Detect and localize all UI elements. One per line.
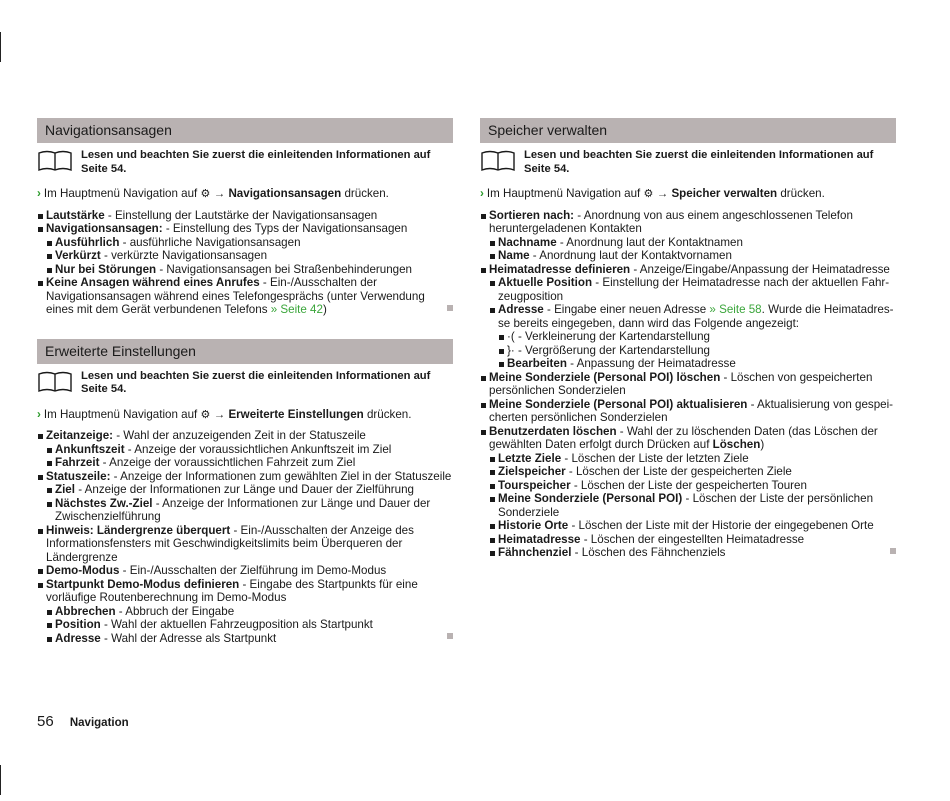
option-description-end: . Wurde die Heimatadresse bereits eingegeben, dann wird das Folgende angezeigt: xyxy=(498,303,894,330)
option-term: Heimatadresse xyxy=(498,532,581,546)
list-item xyxy=(37,209,453,223)
bullet xyxy=(499,335,504,340)
option-term: Meine Sonderziele (Personal POI) aktualisieren xyxy=(489,397,748,411)
option-description: - Ein-/Ausschalten der Zielführung im Demo-Modus xyxy=(119,564,387,577)
step-text-end: drücken. xyxy=(344,187,389,200)
option-term: Meine Sonderziele (Personal POI) löschen xyxy=(489,370,721,384)
option-description: - Eingabe des Startpunkts für eine vorläufige Routenberechnung im Demo-Modus xyxy=(46,577,418,604)
list-item xyxy=(480,236,896,250)
bullet xyxy=(490,497,495,502)
option-description: - Löschen der Liste mit der Historie der eingegebenen Orte xyxy=(568,519,874,532)
section-title: Navigationsansagen xyxy=(37,118,453,143)
bullet xyxy=(490,241,495,246)
list-item xyxy=(480,452,896,466)
list-item xyxy=(37,578,453,605)
bullet xyxy=(490,551,495,556)
list-item xyxy=(480,357,896,371)
step-arrow-icon: › xyxy=(37,407,41,421)
option-term: Letzte Ziele xyxy=(498,451,562,465)
option-description: - Anzeige der voraussichtlichen Fahrzeit zum Ziel xyxy=(99,456,356,469)
list-item xyxy=(37,263,453,277)
bullet xyxy=(47,254,52,259)
step-arrow-icon: › xyxy=(480,187,484,200)
section-spacer xyxy=(37,317,453,339)
list-item xyxy=(37,618,453,632)
option-term: Ausführlich xyxy=(55,235,120,249)
option-description: - Anzeige der Informationen zum gewählten Ziel in der Statuszeile xyxy=(110,469,452,483)
bullet xyxy=(481,268,486,273)
list-item xyxy=(480,533,896,547)
list-item xyxy=(480,425,896,452)
option-term: Demo-Modus xyxy=(46,564,120,577)
option-term: Nachname xyxy=(498,235,557,249)
section xyxy=(480,118,896,560)
bullet xyxy=(481,430,486,435)
list-item xyxy=(37,249,453,263)
bullet xyxy=(38,569,43,574)
gear-icon: ⚙ xyxy=(200,408,211,421)
book-icon xyxy=(37,150,73,177)
bullet xyxy=(490,524,495,529)
bullet xyxy=(38,214,43,219)
bullet xyxy=(47,623,52,628)
bullet xyxy=(38,434,43,439)
instruction-step xyxy=(37,187,453,202)
book-icon xyxy=(37,371,73,398)
list-item xyxy=(37,443,453,457)
page-number: 56 xyxy=(37,713,54,730)
bullet xyxy=(38,529,43,534)
option-term: Meine Sonderziele (Personal POI) xyxy=(498,492,683,505)
bullet xyxy=(47,461,52,466)
section-title: Speicher verwalten xyxy=(480,118,896,143)
bullet xyxy=(499,349,504,354)
bullet xyxy=(490,281,495,286)
page-link[interactable]: » Seite 58 xyxy=(709,303,762,316)
option-description: - Aktualisierung von gespeicherten persönlichen Sonderzielen xyxy=(489,397,894,424)
step-arrow: → xyxy=(656,187,669,200)
list-item xyxy=(480,276,896,303)
option-term: Abbrechen xyxy=(55,604,116,618)
option-term: Adresse xyxy=(55,631,101,645)
option-list xyxy=(480,209,896,560)
option-description: - Löschen der Liste der persönlichen Sonderziele xyxy=(498,492,874,519)
list-item xyxy=(37,483,453,497)
bullet xyxy=(499,362,504,367)
bullet xyxy=(490,457,495,462)
option-list xyxy=(37,209,453,317)
bullet xyxy=(47,502,52,507)
option-description: - Löschen des Fähnchenziels xyxy=(571,546,726,559)
option-description: ·( - Verkleinerung der Kartendarstellung xyxy=(507,330,710,343)
option-description-end: ) xyxy=(322,303,327,316)
option-term: Historie Orte xyxy=(498,519,569,532)
menu-item-name: Navigationsansagen xyxy=(228,187,342,200)
button-name: Löschen xyxy=(712,438,761,451)
menu-item-name: Erweiterte Einstellungen xyxy=(228,407,364,421)
list-item xyxy=(480,546,896,560)
notice-box xyxy=(37,149,453,179)
option-term: Name xyxy=(498,249,530,262)
bullet xyxy=(490,538,495,543)
instruction-step xyxy=(37,408,453,423)
list-item xyxy=(480,303,896,330)
step-text-end: drücken. xyxy=(366,407,412,421)
bullet xyxy=(47,268,52,273)
list-item xyxy=(480,519,896,533)
step-text: Im Hauptmenü Navigation auf xyxy=(486,187,641,200)
option-description: - Anzeige der Informationen zur Länge und Dauer der Zwischenzielführung xyxy=(55,496,431,523)
option-description: }· - Vergrößerung der Kartendarstellung xyxy=(507,343,711,357)
option-description: - Löschen der Liste der letzten Ziele xyxy=(561,451,749,465)
option-description: - Wahl der zu löschenden Daten (das Löschen der gewählten Daten erfolgt durch Drücken auf xyxy=(489,424,878,451)
option-description: - Einstellung der Lautstärke der Navigationsansagen xyxy=(104,208,378,222)
section-end-mark xyxy=(447,633,453,639)
option-term: Lautstärke xyxy=(46,208,105,222)
option-term: Bearbeiten xyxy=(507,357,567,370)
page-link[interactable]: » Seite 42 xyxy=(270,303,323,316)
option-description: - Anzeige der voraussichtlichen Ankunftszeit im Ziel xyxy=(124,442,392,456)
option-description: - Navigationsansagen bei Straßenbehinderungen xyxy=(156,262,413,276)
option-description: - Löschen der Liste der gespeicherten Ziele xyxy=(565,465,792,478)
list-item xyxy=(480,371,896,398)
option-term: Zeitanzeige: xyxy=(46,429,113,442)
list-item xyxy=(37,429,453,443)
menu-item-name: Speicher verwalten xyxy=(671,187,778,200)
option-description: - Wahl der anzuzeigenden Zeit in der Statuszeile xyxy=(113,429,366,442)
bullet xyxy=(481,214,486,219)
notice-text: Lesen und beachten Sie zuerst die einleitenden Informationen auf Seite 54. xyxy=(524,149,874,175)
list-item xyxy=(480,344,896,358)
footer-title: Navigation xyxy=(69,717,129,729)
option-description: - Wahl der aktuellen Fahrzeugposition als Startpunkt xyxy=(100,618,373,631)
option-description: - Ein-/Ausschalten der Anzeige des Informationsfensters mit Geschwindigkeitslimits beim Überqueren der Ländergrenze xyxy=(46,523,414,564)
notice-text: Lesen und beachten Sie zuerst die einleitenden Informationen auf Seite 54. xyxy=(81,149,431,175)
option-term: Statuszeile: xyxy=(46,469,111,483)
option-term: Sortieren nach: xyxy=(489,208,575,222)
option-description: - Löschen der Liste der gespeicherten Touren xyxy=(570,478,807,492)
list-item xyxy=(480,330,896,344)
option-description: - Löschen von gespeicherten persönlichen Sonderzielen xyxy=(489,370,873,397)
bullet xyxy=(38,475,43,480)
list-item xyxy=(37,222,453,236)
option-description: - Anordnung laut der Kontaktvornamen xyxy=(529,249,732,262)
list-item xyxy=(480,249,896,263)
bullet xyxy=(47,448,52,453)
list-item xyxy=(480,492,896,519)
step-text-end: drücken. xyxy=(780,187,825,200)
step-arrow: → xyxy=(213,187,226,200)
bullet xyxy=(38,281,43,286)
option-description: - Anordnung von aus einem angeschlossenen Telefon heruntergeladenen Kontakten xyxy=(489,208,853,235)
list-item xyxy=(37,470,453,484)
list-item xyxy=(480,479,896,493)
step-text: Im Hauptmenü Navigation auf xyxy=(43,407,198,421)
page-footer xyxy=(37,713,129,730)
option-term: Keine Ansagen während eines Anrufes xyxy=(46,276,260,289)
option-description: - Anpassung der Heimatadresse xyxy=(566,357,736,370)
option-description: - Löschen der eingestellten Heimatadresse xyxy=(580,532,805,546)
notice-text: Lesen und beachten Sie zuerst die einleitenden Informationen auf Seite 54. xyxy=(81,369,431,395)
section xyxy=(37,339,453,646)
left-column xyxy=(37,118,453,645)
list-item xyxy=(480,465,896,479)
option-description: - Anzeige/Eingabe/Anpassung der Heimatadresse xyxy=(630,262,890,276)
option-description: - Eingabe einer neuen Adresse xyxy=(543,303,710,316)
list-item xyxy=(37,456,453,470)
option-description: - Ein-/Ausschalten der Navigationsansagen während eines Telefongesprächs (unter Verwendung eines mit dem Gerät verbundenen Telefons xyxy=(46,276,425,316)
option-term: Zielspeicher xyxy=(498,465,566,478)
bullet xyxy=(47,610,52,615)
option-term: Aktuelle Position xyxy=(498,276,593,289)
bullet xyxy=(47,488,52,493)
option-term: Tourspeicher xyxy=(498,478,571,492)
crop-mark-top xyxy=(0,32,1,62)
list-item xyxy=(37,497,453,524)
list-item xyxy=(480,398,896,425)
option-term: Navigationsansagen: xyxy=(46,222,163,235)
right-column xyxy=(480,118,896,560)
option-description-end: ) xyxy=(760,438,765,451)
option-term: Startpunkt Demo-Modus definieren xyxy=(46,577,240,591)
list-item xyxy=(37,524,453,565)
step-text: Im Hauptmenü Navigation auf xyxy=(43,187,198,200)
bullet xyxy=(47,241,52,246)
option-description: - Wahl der Adresse als Startpunkt xyxy=(100,631,277,645)
bullet xyxy=(490,470,495,475)
bullet xyxy=(38,583,43,588)
section-end-mark xyxy=(447,305,453,311)
option-term: Fahrzeit xyxy=(55,456,100,469)
list-item xyxy=(37,605,453,619)
section-title: Erweiterte Einstellungen xyxy=(37,339,453,364)
bullet xyxy=(490,254,495,259)
option-term: Nur bei Störungen xyxy=(55,262,157,276)
step-arrow-icon: › xyxy=(37,187,41,200)
option-term: Adresse xyxy=(498,303,544,316)
option-description: - Anzeige der Informationen zur Länge und Dauer der Zielführung xyxy=(74,483,414,496)
option-term: Heimatadresse definieren xyxy=(489,262,631,276)
option-term: Fähnchenziel xyxy=(498,546,572,559)
gear-icon: ⚙ xyxy=(200,188,211,200)
instruction-step xyxy=(480,187,896,202)
bullet xyxy=(47,637,52,642)
option-term: Benutzerdaten löschen xyxy=(489,424,617,438)
option-description: - ausführliche Navigationsansagen xyxy=(119,235,301,249)
book-icon xyxy=(480,150,516,177)
option-term: Nächstes Zw.-Ziel xyxy=(55,496,153,510)
list-item xyxy=(480,209,896,236)
notice-box xyxy=(37,370,453,400)
option-description: - Abbruch der Eingabe xyxy=(115,604,235,618)
step-arrow: → xyxy=(213,407,226,421)
option-description: - Anordnung laut der Kontaktnamen xyxy=(556,235,743,249)
bullet xyxy=(490,308,495,313)
option-description: - verkürzte Navigationsansagen xyxy=(100,249,268,262)
section xyxy=(37,118,453,317)
option-term: Ziel xyxy=(55,483,75,496)
list-item xyxy=(37,564,453,578)
list-item xyxy=(37,632,453,646)
option-description: - Einstellung des Typs der Navigationsansagen xyxy=(162,222,408,235)
option-description: - Einstellung der Heimatadresse nach der aktuellen Fahrzeugposition xyxy=(498,276,890,303)
list-item xyxy=(480,263,896,277)
bullet xyxy=(38,227,43,232)
bullet xyxy=(481,403,486,408)
section-end-mark xyxy=(890,548,896,554)
list-item xyxy=(37,236,453,250)
crop-mark-bottom xyxy=(0,765,1,795)
option-term: Ankunftszeit xyxy=(55,442,125,456)
bullet xyxy=(490,484,495,489)
bullet xyxy=(481,376,486,381)
list-item xyxy=(37,276,453,317)
option-list xyxy=(37,429,453,645)
option-term: Hinweis: Ländergrenze überquert xyxy=(46,523,231,537)
option-term: Verkürzt xyxy=(55,249,101,262)
gear-icon: ⚙ xyxy=(643,188,654,200)
option-term: Position xyxy=(55,618,101,631)
notice-box xyxy=(480,149,896,179)
